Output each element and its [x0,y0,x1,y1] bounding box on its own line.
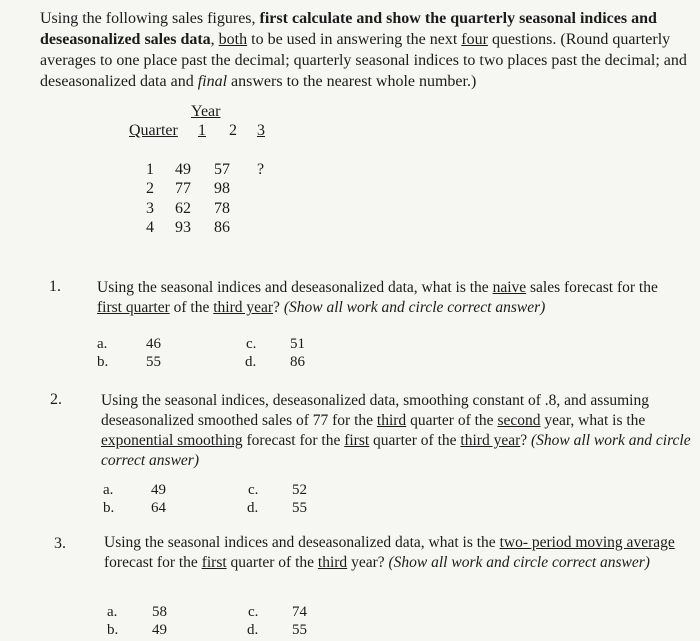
question-text: Using the seasonal indices, deseasonalized data, smoothing constant of .8, and assuming deseasonalized smoothed sales of 77 for the third quarter of the second year, what is the exponential smoothing forecast for the first quarter of the third year? (Show all work and circle correct answer) [101,392,691,469]
option-value: 86 [290,354,305,370]
option-value: 49 [151,482,166,498]
question-number: 2. [50,391,62,408]
table-cell: 57 [214,161,230,178]
option-value: 55 [292,500,307,516]
option-value: 52 [292,482,307,498]
option-letter: c. [248,482,259,498]
year-col-1: 1 [198,122,206,139]
option-letter: a. [107,604,118,620]
option-letter: b. [97,354,109,370]
quarter-header: Quarter [129,122,178,139]
year-col-3: 3 [257,122,265,139]
option-letter: a. [97,336,108,352]
option-letter: d. [245,354,257,370]
quarter-number: 2 [146,180,154,197]
quarter-number: 1 [146,161,154,178]
intro-text: answers to the nearest whole number.) [227,73,477,90]
year-col-2: 2 [229,122,237,139]
table-cell: 49 [175,161,191,178]
table-cell: 77 [175,180,191,197]
question-number: 3. [54,535,66,552]
option-value: 74 [292,604,307,620]
intro-italic: final [197,73,228,90]
quarter-number: 3 [146,200,154,217]
table-cell: 98 [214,180,230,197]
intro-text: , [210,31,219,48]
question-number: 1. [49,278,61,295]
option-value: 51 [290,336,305,352]
instructions [40,8,690,92]
option-letter: d. [247,622,259,638]
intro-underline: both [218,31,248,48]
table-cell: 78 [214,200,230,217]
year-header: Year [191,103,221,120]
question-text: Using the seasonal indices and deseasonalized data, what is the naive sales forecast for the first quarter of the third year? (Show all work and circle correct answer) [97,279,658,316]
intro-text: to be used in answering the next [247,31,462,48]
option-value: 55 [292,622,307,638]
option-value: 55 [146,354,161,370]
table-cell: 86 [214,219,230,236]
quarter-number: 4 [146,219,154,236]
intro-underline: four [461,31,488,48]
option-letter: d. [247,500,259,516]
intro-emphasis: first calculate and show the quarterly seasonal indices and deseasonalized sales data [40,10,657,48]
intro-text: questions. (Round quarterly averages to one place past the decimal; quarterly seasonal indices to two places past the decimal; and deseasonalized data and [40,31,687,90]
option-value: 64 [151,500,166,516]
intro-text: Using the following sales figures, [40,10,260,27]
option-letter: c. [246,336,257,352]
option-letter: a. [103,482,114,498]
option-letter: b. [107,622,119,638]
option-value: 46 [146,336,161,352]
option-letter: c. [248,604,259,620]
option-letter: b. [103,500,115,516]
table-cell: 93 [175,219,191,236]
table-cell: ? [257,161,265,178]
option-value: 58 [152,604,167,620]
option-value: 49 [152,622,167,638]
table-cell: 62 [175,200,191,217]
question-text: Using the seasonal indices and deseasonalized data, what is the two- period moving average forecast for the first quarter of the third year? (Show all work and circle correct answer) [104,534,675,571]
